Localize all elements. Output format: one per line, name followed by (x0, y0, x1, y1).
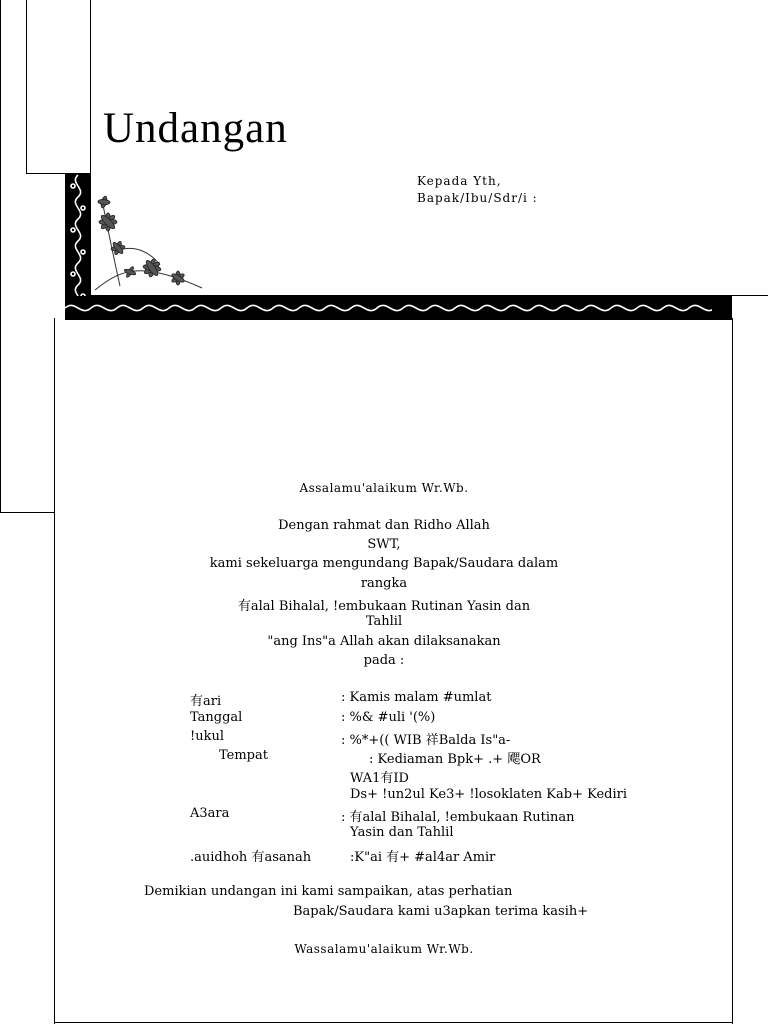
intro-line-4: rangka (360, 576, 408, 591)
frame-top-left-box-right (90, 0, 91, 175)
intro-line-6: Tahlil (365, 614, 403, 629)
decorative-border-horizontal (65, 296, 732, 320)
detail-value-acara: : 有alal Bihalal, !embukaan Rutinan (341, 810, 575, 825)
frame-main-bottom (54, 1022, 733, 1023)
detail-label-hari: 有ari (190, 694, 222, 709)
recipient-line-1: Kepada Yth, (417, 174, 502, 188)
vine-pattern-horizontal (65, 296, 732, 320)
detail-label-acara: A3ara (190, 806, 230, 821)
detail-value-pukul: : %*+(( WIB 祥Balda Is"a- (341, 733, 511, 748)
flower-icon (90, 190, 208, 294)
frame-outer-left (0, 0, 1, 513)
decorative-border-corner-right (712, 295, 732, 320)
detail-value-tempat-2: WA1有ID (350, 771, 409, 786)
closing-line-2: Bapak/Saudara kami u3apkan terima kasih+ (293, 904, 589, 919)
detail-label-tanggal: Tanggal (190, 710, 243, 725)
intro-line-5: 有alal Bihalal, !embukaan Rutinan Yasin dan (237, 599, 531, 614)
detail-value-tempat-3: Ds+ !un2ul Ke3+ !losoklaten Kab+ Kediri (350, 787, 628, 802)
recipient-block (417, 173, 538, 207)
intro-line-1: Dengan rahmat dan Ridho Allah (278, 518, 490, 533)
detail-value-tempat: : Kediaman Bpk+ .+ 飔OR (369, 752, 541, 767)
farewell: Wassalamu'alaikum Wr.Wb. (294, 942, 474, 956)
detail-value-acara-2: Yasin dan Tahlil (350, 825, 454, 840)
detail-label-mauidhoh: .auidhoh 有asanah (190, 850, 312, 865)
detail-value-mauidhoh: :K"ai 有+ #al4ar Amir (350, 850, 496, 865)
detail-value-tanggal: : %& #uli '(%) (341, 710, 436, 725)
frame-main-right (732, 318, 733, 1024)
recipient-line-2: Bapak/Ibu/Sdr/i : (417, 191, 538, 205)
intro-line-2: SWT, (367, 537, 401, 552)
frame-main-left (54, 318, 55, 1024)
invitation-title: Undangan (103, 105, 288, 152)
intro-line-3: kami sekeluarga mengundang Bapak/Saudara dalam (209, 556, 559, 571)
intro-line-8: pada : (363, 653, 405, 668)
detail-label-tempat: Tempat (219, 748, 268, 763)
detail-label-pukul: !ukul (190, 729, 225, 744)
intro-line-7: "ang Ins"a Allah akan dilaksanakan (267, 634, 501, 649)
frame-outer-left-bottom (0, 512, 55, 513)
closing-line-1: Demikian undangan ini kami sampaikan, atas perhatian (144, 884, 513, 899)
detail-value-hari: : Kamis malam #umlat (341, 690, 492, 705)
flower-ornament (90, 190, 208, 294)
greeting: Assalamu'alaikum Wr.Wb. (299, 481, 469, 495)
frame-top-left-box-left (26, 0, 27, 174)
